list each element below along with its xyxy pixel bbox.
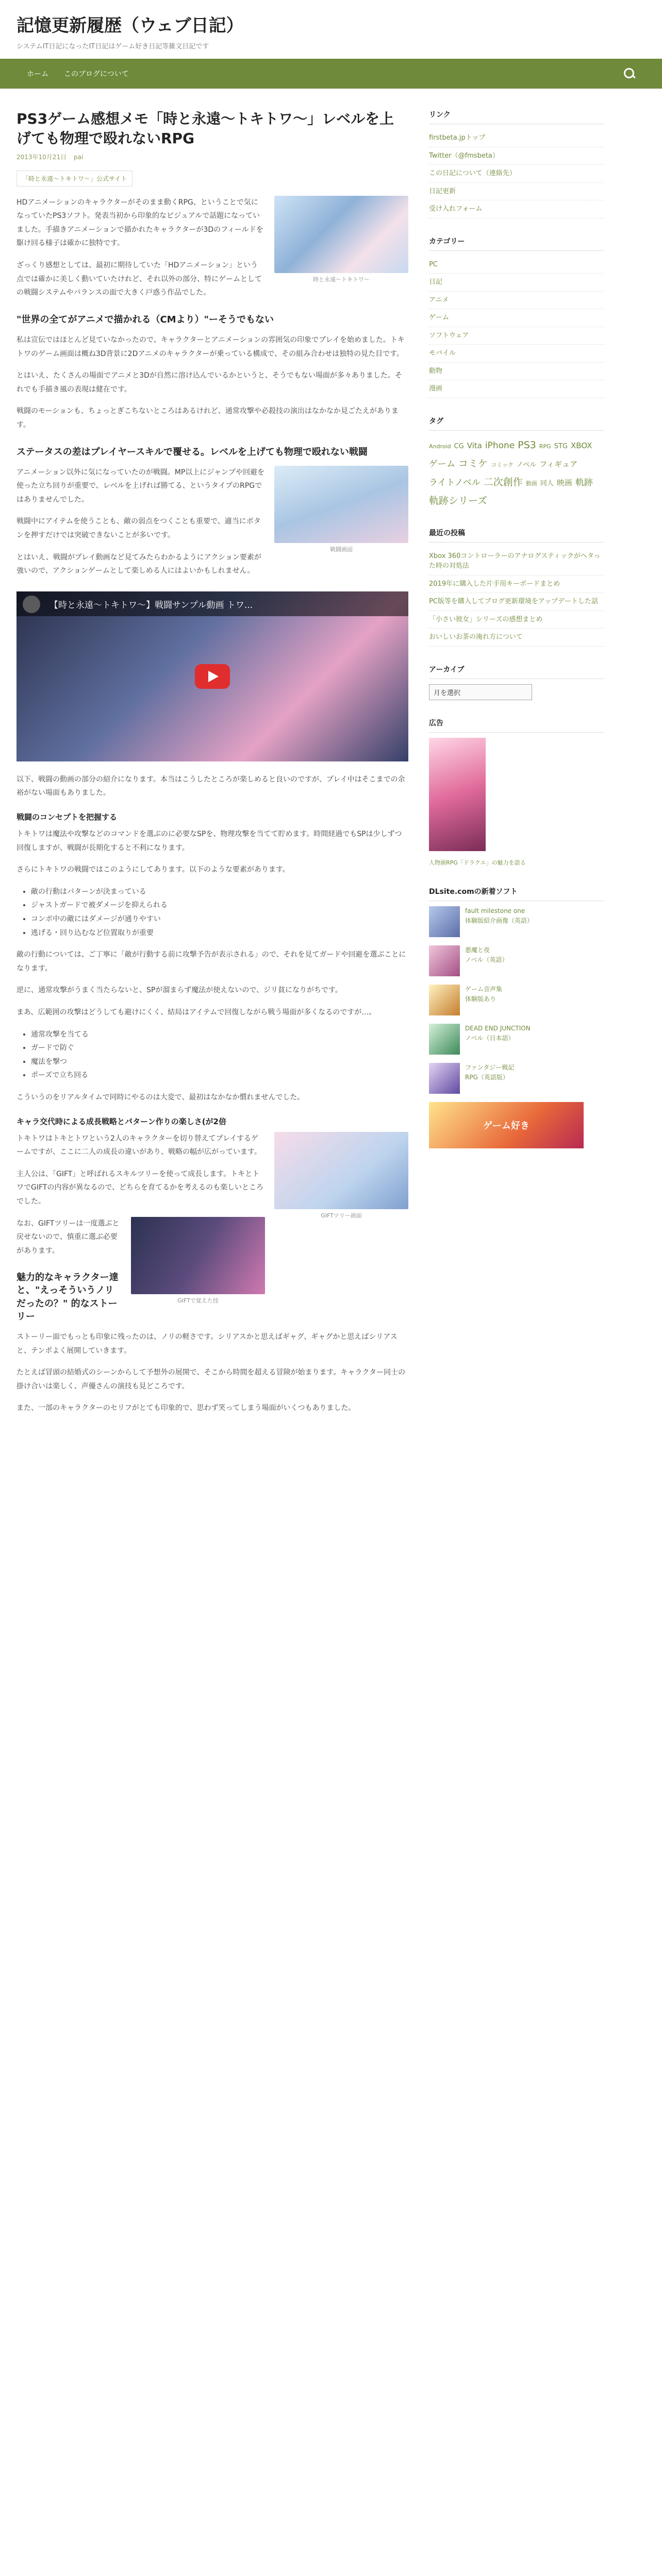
tag-link[interactable]: XBOX: [570, 440, 592, 450]
post-author[interactable]: pai: [73, 153, 84, 161]
sidebar-links-title: リンク: [429, 109, 604, 124]
category-link[interactable]: 漫画: [429, 380, 604, 398]
paragraph: 戦闘中にアイテムを使うことも、敵の弱点をつくことも重要で、適当にボタンを押すだけでは突破できないことが多いです。: [16, 517, 261, 540]
product-list: [429, 906, 604, 1094]
tag-link[interactable]: CG: [454, 442, 464, 450]
product-name[interactable]: 悪魔と夜: [465, 946, 490, 954]
links-list: [429, 129, 604, 218]
paragraph: HDアニメーションのキャラクターがそのまま動くRPG、ということで気になっていたPS3ソフト。発表当初から印象的なビジュアルで話題になっていました。手描きアニメーションで描かれたキャラクターが3Dのフィールドを駆け回る様子は確かに独特です。: [16, 198, 263, 248]
tag-link[interactable]: RPG: [539, 443, 551, 450]
tag-link[interactable]: iPhone: [485, 440, 515, 451]
site-title[interactable]: 記憶更新履歴（ウェブ日記）: [16, 15, 244, 36]
sidebar-tags: [429, 416, 604, 510]
tag-link[interactable]: Android: [429, 443, 451, 450]
sidebar-links: [429, 109, 604, 218]
sidebar-link[interactable]: firstbeta.jpトップ: [429, 129, 604, 147]
sidebar-link[interactable]: Twitter（@fmsbeta）: [429, 147, 604, 165]
product-name[interactable]: ゲーム音声集: [465, 985, 503, 993]
tag-link[interactable]: 軌跡シリーズ: [429, 495, 488, 506]
figure-caption: GIFTツリー画面: [321, 1212, 362, 1219]
tag-link[interactable]: ライトノベル: [429, 477, 481, 488]
product-item[interactable]: [429, 1024, 604, 1055]
video-embed[interactable]: [16, 591, 408, 761]
paragraph: ざっくり感想としては、最初に期待していた「HDアニメーション」という点では確かに美しく動いていたけれど、それ以外の部分、特にゲームとしての戦闘システムやバランスの面で大きく戸惑う作品でした。: [16, 261, 262, 297]
bullet-list: [31, 1028, 408, 1082]
paragraph: 敵の行動については、ご丁寧に「敵が行動する前に攻撃予告が表示される」ので、それを見てガードや回避を選ぶことになります。: [16, 951, 406, 973]
video-title[interactable]: 【時と永遠～トキトワ～】戦闘サンプル動画 トワ...: [16, 591, 408, 616]
tag-cloud: [429, 436, 604, 510]
list-item: • 敵の行動はパターンが決まっている: [31, 885, 408, 899]
sidebar-link[interactable]: この日記について（連絡先）: [429, 165, 604, 183]
content-layout: [16, 109, 646, 1423]
search-icon[interactable]: [624, 68, 635, 79]
product-item[interactable]: [429, 906, 604, 937]
paragraph: トキトワはトキとトワという2人のキャラクターを切り替えてプレイするゲームですが、ここに二人の成長の違いがあり、戦略の幅が広がっています。: [16, 1134, 261, 1157]
tag-link[interactable]: PS3: [518, 439, 536, 451]
paragraph: トキトワは魔法や攻撃などのコマンドを選ぶのに必要なSPを、物理攻撃を当てて貯めます。時間経過でもSPは少しずつ回復しますが、戦闘が長期化すると不利になります。: [16, 830, 402, 852]
play-button-icon[interactable]: [195, 664, 230, 689]
paragraph: こういうのをリアルタイムで同時にやるのは大変で、最初はなかなか慣れませんでした。: [16, 1093, 305, 1101]
paragraph: さらにトキトワの戦闘ではこのようにしてあります。以下のような要素があります。: [16, 866, 290, 874]
product-desc: 体験版紹介画像（英語）: [465, 917, 534, 925]
paragraph: まあ、広範囲の攻撃はどうしても避けにくく、結局はアイテムで回復しながら戦う場面が多くなるのですが…。: [16, 1008, 376, 1016]
paragraph: 主人公は、「GIFT」と呼ばれるスキルツリーを使って成長します。トキとトワでGIFTの内容が異なるので、どちらを育てるかを考えるのも楽しいところでした。: [16, 1170, 264, 1206]
paragraph: 逆に、通常攻撃がうまく当たらないと、SPが溜まらず魔法が使えないので、ジリ貧になりがちです。: [16, 986, 342, 995]
product-desc: ノベル（日本語）: [465, 1035, 515, 1042]
post-date[interactable]: 2013年10月21日: [16, 153, 67, 161]
sidebar-categories: [429, 236, 604, 398]
post-body: [16, 196, 408, 1415]
paragraph: 以下、戦闘の動画の部分の紹介になります。本当はこうしたところが楽しめると良いのですが、プレイ中はそこまでの余裕がない場面もありました。: [16, 775, 405, 798]
tag-link[interactable]: ノベル: [516, 461, 537, 469]
product-desc: 体験版あり: [465, 995, 496, 1003]
product-desc: RPG（英語版）: [465, 1074, 509, 1081]
product-name[interactable]: fault milestone one: [465, 907, 525, 914]
screenshot-image[interactable]: [274, 196, 408, 273]
list-item: • 逃げる・回り込むなど位置取りが重要: [31, 926, 408, 940]
site-header: [16, 0, 646, 59]
paragraph: とはいえ、戦闘がプレイ動画など見てみたらわかるようにアクション要素が強いので、アクションゲームとして楽しめる人にはよいかもしれません。: [16, 553, 261, 575]
bullet-list: [31, 885, 408, 940]
paragraph: 私は宣伝ではほとんど見ていなかったので、キャラクターとアニメーションの雰囲気の印象でプレイを始めました。トキトワのゲーム画面は概ね3D背景に2Dアニメのキャラクターが乗っている構成で、その組み合わせは独特の見た目です。: [16, 335, 405, 358]
subsection-heading: キャラ交代時による成長戦略とパターン作りの楽しさ(が2倍: [16, 1116, 226, 1126]
product-info: [465, 1024, 531, 1055]
sidebar-tags-title: タグ: [429, 416, 604, 431]
screenshot-image[interactable]: [274, 466, 408, 543]
paragraph: また、一部のキャラクターのセリフがとても印象的で、思わず笑ってしまう場面がいくつもありました。: [16, 1404, 356, 1413]
post-meta: [16, 152, 408, 161]
tag-link[interactable]: コミケ: [458, 457, 488, 469]
nav-home[interactable]: ホーム: [27, 70, 48, 78]
product-name[interactable]: ファンタジー戦記: [465, 1063, 515, 1071]
product-desc: ノベル（英語）: [465, 956, 508, 964]
subsection-heading: 戦闘のコンセプトを把握する: [16, 812, 118, 822]
product-name[interactable]: DEAD END JUNCTION: [465, 1024, 531, 1032]
categories-list: [429, 256, 604, 398]
nav-about[interactable]: このブログについて: [64, 70, 129, 78]
category-link[interactable]: 日記: [429, 274, 604, 292]
archive-select[interactable]: 月を選択: [429, 684, 532, 700]
tag-link[interactable]: 二次創作: [483, 476, 523, 488]
screenshot-image[interactable]: [274, 1132, 408, 1209]
category-link[interactable]: ソフトウェア: [429, 327, 604, 345]
list-item: • ガードで防ぐ: [31, 1041, 408, 1055]
product-item[interactable]: [429, 1063, 604, 1094]
sidebar-dlsite-title: DLsite.comの新着ソフト: [429, 886, 604, 901]
sidebar: [429, 109, 604, 1423]
paragraph: なお、GIFTツリーは一度選ぶと戻せないので、慎重に選ぶ必要があります。: [16, 1219, 120, 1255]
post-tag-link[interactable]: 「時と永遠～トキトワ～」公式サイト: [16, 171, 133, 187]
sidebar-archive: [429, 664, 604, 700]
tag-link[interactable]: コミック: [491, 461, 514, 468]
promo-banner[interactable]: ゲーム好き: [429, 1102, 584, 1148]
recent-post-link[interactable]: PC版等を購入してブログ更新環境をアップデートした話: [429, 593, 604, 611]
sidebar-ad: [429, 718, 604, 869]
product-info: [465, 906, 533, 937]
sidebar-recent-title: 最近の投稿: [429, 528, 604, 543]
product-info: [465, 1063, 514, 1094]
figure: [131, 1217, 265, 1307]
tag-link[interactable]: 同人: [540, 479, 554, 487]
figure-caption: 戦闘画面: [330, 546, 353, 553]
tag-link[interactable]: ゲーム: [429, 459, 455, 469]
tag-link[interactable]: Vita: [467, 440, 482, 450]
list-item: • 通常攻撃を当てる: [31, 1028, 408, 1042]
category-link[interactable]: 動物: [429, 363, 604, 381]
recent-posts-list: [429, 548, 604, 647]
paragraph: 戦闘のモーションも、ちょっとぎこちないところはあるけれど、通常攻撃や必殺技の演出はなかなか見ごたえがあります。: [16, 407, 399, 429]
category-link[interactable]: アニメ: [429, 292, 604, 310]
paragraph: たとえば冒頭の結婚式のシーンからして予想外の展開で、そこから時間を超える冒険が始まります。キャラクター同士の掛け合いは楽しく、声優さんの演技も見どころです。: [16, 1368, 406, 1391]
ad-image[interactable]: [429, 738, 486, 851]
recent-post-link[interactable]: Xbox 360コントローラーのアナログスティックがへタった時の対処法: [429, 548, 604, 575]
screenshot-image[interactable]: [131, 1217, 265, 1294]
tag-link[interactable]: フィギュア: [539, 459, 578, 469]
tag-link[interactable]: 軌跡: [575, 477, 593, 488]
category-link[interactable]: PC: [429, 256, 604, 274]
tag-link[interactable]: 動画: [525, 480, 537, 487]
paragraph: アニメーション以外に気になっていたのが戦闘。MP以上にジャンプや回避を使った立ち回りが重要で、レベルを上げれば勝てる、というタイプのRPGではありませんでした。: [16, 468, 264, 504]
section-heading: "世界の全てがアニメで描かれる（CMより）"ーそうでもない: [16, 314, 274, 325]
sidebar-link[interactable]: 日記更新: [429, 183, 604, 201]
post-title: PS3ゲーム感想メモ「時と永遠～トキトワ～」レベルを上げても物理で殴れないRPG: [16, 110, 394, 147]
tag-link[interactable]: 映画: [556, 478, 572, 487]
main-nav: [0, 59, 662, 89]
paragraph: とはいえ、たくさんの場面でアニメと3Dが自然に溶け込んでいるかというと、そうでもない場面が多々ありました。それでも手描き風の表現は健在です。: [16, 371, 402, 394]
sidebar-dlsite: [429, 886, 604, 1148]
sidebar-categories-title: カテゴリー: [429, 236, 604, 251]
figure: [274, 196, 408, 285]
recent-post-link[interactable]: 「小さい彼女」シリーズの感想まとめ: [429, 611, 604, 629]
sidebar-link[interactable]: 受け入れフォーム: [429, 200, 604, 218]
category-link[interactable]: ゲーム: [429, 309, 604, 327]
sidebar-archive-title: アーカイブ: [429, 664, 604, 679]
category-link[interactable]: モバイル: [429, 345, 604, 363]
product-thumbnail[interactable]: [429, 906, 460, 937]
list-item: • コンボ中の敵にはダメージが通りやすい: [31, 912, 408, 926]
list-item: • ジャストガードで被ダメージを抑えられる: [31, 899, 408, 912]
product-thumbnail[interactable]: [429, 985, 460, 1015]
main-content: [16, 109, 408, 1423]
figure-caption: GIFTで覚えた技: [177, 1297, 219, 1304]
list-item: • ポーズで立ち回る: [31, 1069, 408, 1082]
product-thumbnail[interactable]: [429, 945, 460, 976]
figure: [274, 1132, 408, 1222]
section-heading: ステータスの差はプレイヤースキルで覆せる。レベルを上げても物理で殴れない戦闘: [16, 446, 368, 457]
product-thumbnail[interactable]: [429, 1024, 460, 1055]
product-item[interactable]: [429, 985, 604, 1015]
product-item[interactable]: [429, 945, 604, 976]
product-info: [465, 945, 508, 976]
section-heading: 魅力的なキャラクター達と、"えっそういうノリだったの？" 的なストーリー: [16, 1272, 119, 1322]
recent-post-link[interactable]: 2019年に購入した片手用キーボードまとめ: [429, 575, 604, 594]
product-info: [465, 985, 502, 1015]
sidebar-ad-title: 広告: [429, 718, 604, 733]
product-thumbnail[interactable]: [429, 1063, 460, 1094]
tag-link[interactable]: STG: [554, 442, 568, 450]
recent-post-link[interactable]: おいしいお茶の淹れ方について: [429, 629, 604, 647]
figure-caption: 時と永遠～トキトワ～: [313, 276, 370, 283]
list-item: • 魔法を撃つ: [31, 1055, 408, 1069]
figure: [274, 466, 408, 555]
site-description: システムIT日記になったIT日記はゲーム好き日記等雑文日記です: [16, 43, 209, 50]
paragraph: ストーリー面でもっとも印象に残ったのは、ノリの軽さです。シリアスかと思えばギャグ、ギャグかと思えばシリアスと、テンポよく展開していきます。: [16, 1333, 398, 1355]
ad-caption[interactable]: 人物画RPG「ドラクエ」の魅力を語る: [429, 859, 526, 866]
sidebar-recent: [429, 528, 604, 647]
